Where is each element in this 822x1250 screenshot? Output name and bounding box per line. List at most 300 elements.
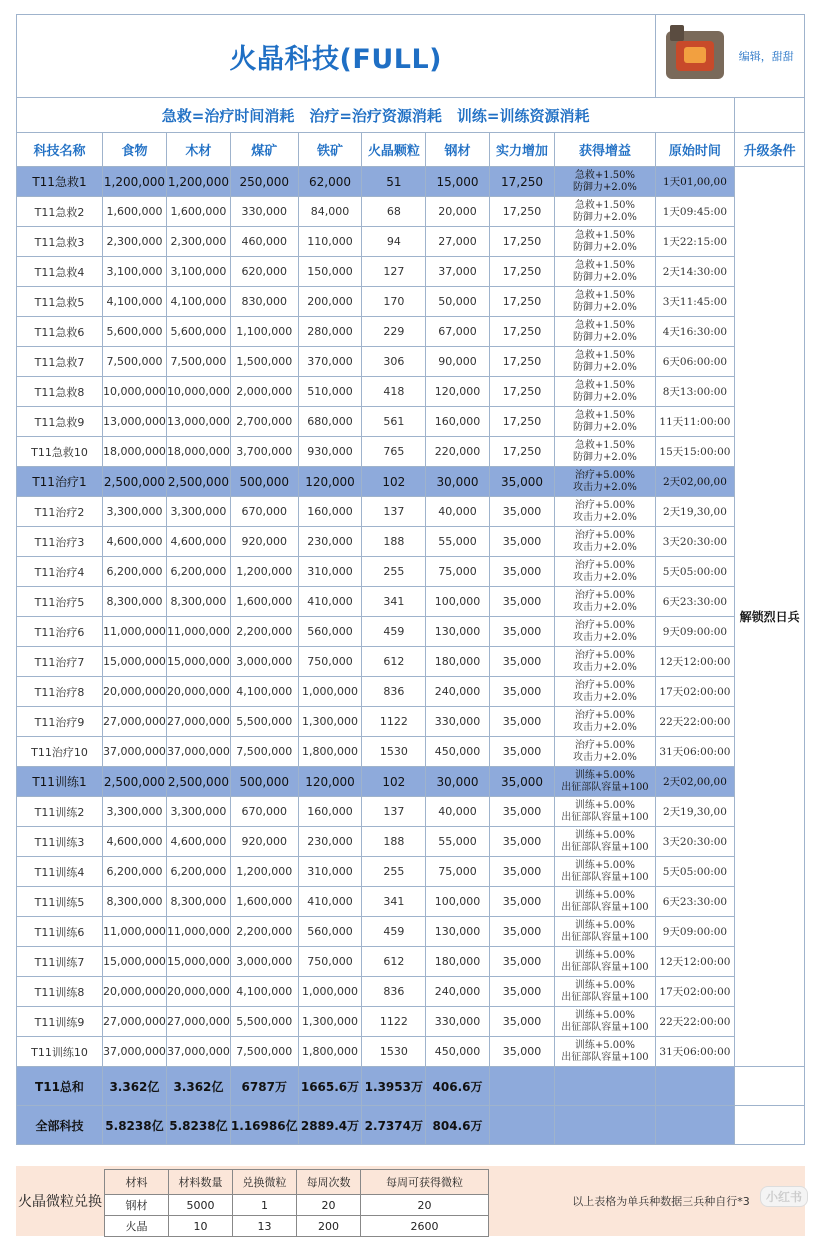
exchange-panel — [16, 1166, 805, 1236]
cell-crystal: 306 — [362, 347, 426, 377]
bonus-line-2: 出征部队容量+100 — [561, 781, 649, 793]
cell-name: T11训练6 — [17, 917, 103, 947]
cell-coal: 2,700,000 — [230, 407, 298, 437]
cell-coal: 2,200,000 — [230, 617, 298, 647]
cell-power: 35,000 — [489, 617, 555, 647]
cell-iron: 750,000 — [298, 647, 362, 677]
bonus-line-2: 出征部队容量+100 — [561, 991, 649, 1003]
cell-steel: 330,000 — [426, 1007, 490, 1037]
bonus-line-1: 治疗+5.00% — [574, 679, 636, 691]
cell-crystal: 1122 — [362, 707, 426, 737]
cell-food: 20,000,000 — [102, 977, 166, 1007]
table-row — [17, 377, 805, 407]
cell-steel: 55,000 — [426, 827, 490, 857]
table-row — [17, 167, 805, 197]
table-row — [17, 977, 805, 1007]
total-empty — [655, 1106, 735, 1145]
cell-time: 2天19,30,00 — [655, 497, 735, 527]
cell-coal: 7,500,000 — [230, 1037, 298, 1067]
column-header: 实力增加 — [489, 133, 555, 167]
cell-food: 4,600,000 — [102, 827, 166, 857]
cell-name: T11治疗2 — [17, 497, 103, 527]
bonus-line-2: 攻击力+2.0% — [573, 691, 637, 703]
cell-crystal: 836 — [362, 677, 426, 707]
bonus-line-2: 出征部队容量+100 — [561, 1051, 649, 1063]
exchange-header: 兑换微粒 — [233, 1170, 297, 1195]
cell-name: T11治疗9 — [17, 707, 103, 737]
tech-table — [16, 14, 805, 1145]
cell-iron: 1,800,000 — [298, 1037, 362, 1067]
bonus-line-2: 出征部队容量+100 — [561, 931, 649, 943]
cell-bonus — [555, 707, 655, 737]
cell-iron: 310,000 — [298, 557, 362, 587]
column-header: 升级条件 — [735, 133, 805, 167]
table-row — [17, 947, 805, 977]
cell-crystal: 170 — [362, 287, 426, 317]
total-crystal: 1.3953万 — [362, 1067, 426, 1106]
bonus-line-1: 治疗+5.00% — [574, 589, 636, 601]
cell-coal: 460,000 — [230, 227, 298, 257]
cell-power: 35,000 — [489, 977, 555, 1007]
cell-wood: 8,300,000 — [166, 887, 230, 917]
bonus-line-1: 治疗+5.00% — [574, 469, 636, 481]
cell-power: 35,000 — [489, 527, 555, 557]
cell-bonus — [555, 317, 655, 347]
bonus-line-2: 攻击力+2.0% — [573, 631, 637, 643]
cell-iron: 1,000,000 — [298, 677, 362, 707]
cell-time: 15天15:00:00 — [655, 437, 735, 467]
cell-coal: 4,100,000 — [230, 677, 298, 707]
table-row — [17, 347, 805, 377]
cell-steel: 40,000 — [426, 797, 490, 827]
cell-food: 3,300,000 — [102, 497, 166, 527]
total-wood: 3.362亿 — [166, 1067, 230, 1106]
bonus-line-1: 训练+5.00% — [574, 979, 636, 991]
cell-coal: 2,200,000 — [230, 917, 298, 947]
cell-time: 2天02,00,00 — [655, 467, 735, 497]
cell-bonus — [555, 1037, 655, 1067]
cell-crystal: 1122 — [362, 1007, 426, 1037]
cell-iron: 560,000 — [298, 617, 362, 647]
table-row — [17, 317, 805, 347]
cell-time: 9天09:00:00 — [655, 617, 735, 647]
table-row — [17, 287, 805, 317]
cell-time: 3天20:30:00 — [655, 527, 735, 557]
cell-power: 35,000 — [489, 797, 555, 827]
cell-crystal: 341 — [362, 587, 426, 617]
cell-name: T11训练4 — [17, 857, 103, 887]
cell-bonus — [555, 677, 655, 707]
cell-bonus — [555, 287, 655, 317]
header-row — [17, 133, 805, 167]
bonus-line-1: 急救+1.50% — [574, 289, 636, 301]
bonus-line-2: 防御力+2.0% — [573, 421, 637, 433]
cell-steel: 67,000 — [426, 317, 490, 347]
bonus-line-2: 防御力+2.0% — [573, 301, 637, 313]
cell-food: 11,000,000 — [102, 617, 166, 647]
column-header: 木材 — [166, 133, 230, 167]
cell-steel: 180,000 — [426, 647, 490, 677]
cell-power: 35,000 — [489, 887, 555, 917]
cell-name: T11治疗10 — [17, 737, 103, 767]
exchange-cell: 20 — [361, 1195, 489, 1216]
cell-name: T11急救5 — [17, 287, 103, 317]
cell-food: 10,000,000 — [102, 377, 166, 407]
cell-wood: 7,500,000 — [166, 347, 230, 377]
cell-power: 35,000 — [489, 497, 555, 527]
total-iron: 1665.6万 — [298, 1067, 362, 1106]
cell-time: 11天11:00:00 — [655, 407, 735, 437]
cell-crystal: 459 — [362, 917, 426, 947]
bonus-line-2: 攻击力+2.0% — [573, 601, 637, 613]
cell-wood: 3,100,000 — [166, 257, 230, 287]
cell-crystal: 459 — [362, 617, 426, 647]
cell-iron: 410,000 — [298, 887, 362, 917]
subtitle: 急救=治疗时间消耗 治疗=治疗资源消耗 训练=训练资源消耗 — [17, 98, 735, 133]
cell-name: T11治疗7 — [17, 647, 103, 677]
cell-crystal: 765 — [362, 437, 426, 467]
cell-time: 8天13:00:00 — [655, 377, 735, 407]
total-empty — [489, 1106, 555, 1145]
cell-iron: 410,000 — [298, 587, 362, 617]
cell-steel: 240,000 — [426, 677, 490, 707]
cell-food: 13,000,000 — [102, 407, 166, 437]
bonus-line-2: 出征部队容量+100 — [561, 1021, 649, 1033]
cell-bonus — [555, 827, 655, 857]
cell-name: T11训练9 — [17, 1007, 103, 1037]
cell-name: T11训练8 — [17, 977, 103, 1007]
cell-wood: 8,300,000 — [166, 587, 230, 617]
cell-coal: 670,000 — [230, 797, 298, 827]
cell-power: 17,250 — [489, 257, 555, 287]
table-row — [17, 737, 805, 767]
bonus-line-1: 急救+1.50% — [574, 229, 636, 241]
bonus-line-2: 攻击力+2.0% — [573, 481, 637, 493]
cell-steel: 120,000 — [426, 377, 490, 407]
cell-name: T11急救3 — [17, 227, 103, 257]
table-row — [17, 917, 805, 947]
column-header: 火晶颗粒 — [362, 133, 426, 167]
cell-wood: 1,600,000 — [166, 197, 230, 227]
cell-steel: 75,000 — [426, 857, 490, 887]
table-row — [17, 407, 805, 437]
exchange-cell: 5000 — [169, 1195, 233, 1216]
cell-name: T11急救8 — [17, 377, 103, 407]
cell-steel: 450,000 — [426, 1037, 490, 1067]
cell-steel: 90,000 — [426, 347, 490, 377]
cell-power: 17,250 — [489, 347, 555, 377]
cell-time: 6天23:30:00 — [655, 887, 735, 917]
cell-name: T11训练1 — [17, 767, 103, 797]
cell-bonus — [555, 167, 655, 197]
cell-crystal: 68 — [362, 197, 426, 227]
exchange-label: 火晶微粒兑换 — [18, 1194, 102, 1210]
cell-bonus — [555, 977, 655, 1007]
cell-power: 17,250 — [489, 287, 555, 317]
bonus-line-1: 急救+1.50% — [574, 409, 636, 421]
cell-bonus — [555, 887, 655, 917]
bonus-line-1: 治疗+5.00% — [574, 529, 636, 541]
cell-crystal: 561 — [362, 407, 426, 437]
cell-time: 3天20:30:00 — [655, 827, 735, 857]
cell-iron: 560,000 — [298, 917, 362, 947]
cell-iron: 510,000 — [298, 377, 362, 407]
cell-food: 8,300,000 — [102, 887, 166, 917]
cell-wood: 1,200,000 — [166, 167, 230, 197]
cell-crystal: 418 — [362, 377, 426, 407]
cell-steel: 240,000 — [426, 977, 490, 1007]
exchange-table — [104, 1169, 489, 1237]
cell-coal: 3,000,000 — [230, 647, 298, 677]
exchange-cell: 13 — [233, 1216, 297, 1237]
unlock-condition: 解锁烈日兵 — [735, 167, 805, 1067]
cell-name: T11急救4 — [17, 257, 103, 287]
cell-food: 2,500,000 — [102, 767, 166, 797]
cell-name: T11治疗6 — [17, 617, 103, 647]
cell-wood: 5,600,000 — [166, 317, 230, 347]
table-row — [17, 1037, 805, 1067]
cell-name: T11训练10 — [17, 1037, 103, 1067]
cell-wood: 2,500,000 — [166, 767, 230, 797]
bonus-line-1: 治疗+5.00% — [574, 559, 636, 571]
cell-crystal: 341 — [362, 887, 426, 917]
cell-bonus — [555, 617, 655, 647]
cell-name: T11训练3 — [17, 827, 103, 857]
cell-food: 6,200,000 — [102, 857, 166, 887]
table-row — [17, 527, 805, 557]
table-row — [17, 1007, 805, 1037]
bonus-line-1: 训练+5.00% — [574, 859, 636, 871]
totals-row — [17, 1067, 805, 1106]
cell-crystal: 612 — [362, 947, 426, 977]
total-name: 全部科技 — [17, 1106, 103, 1145]
cell-power: 35,000 — [489, 857, 555, 887]
cell-crystal: 127 — [362, 257, 426, 287]
cell-power: 35,000 — [489, 677, 555, 707]
cell-food: 27,000,000 — [102, 1007, 166, 1037]
cell-food: 37,000,000 — [102, 737, 166, 767]
total-steel: 804.6万 — [426, 1106, 490, 1145]
cell-crystal: 255 — [362, 857, 426, 887]
building-image — [660, 23, 730, 89]
cell-bonus — [555, 797, 655, 827]
bonus-line-2: 出征部队容量+100 — [561, 871, 649, 883]
cell-food: 5,600,000 — [102, 317, 166, 347]
cell-name: T11急救7 — [17, 347, 103, 377]
cell-coal: 830,000 — [230, 287, 298, 317]
cell-iron: 310,000 — [298, 857, 362, 887]
cell-bonus — [555, 857, 655, 887]
cell-iron: 930,000 — [298, 437, 362, 467]
cell-bonus — [555, 947, 655, 977]
cell-bonus — [555, 587, 655, 617]
table-row — [17, 587, 805, 617]
cell-coal: 2,000,000 — [230, 377, 298, 407]
bonus-line-1: 急救+1.50% — [574, 349, 636, 361]
cell-bonus — [555, 767, 655, 797]
bonus-line-2: 攻击力+2.0% — [573, 541, 637, 553]
column-header: 铁矿 — [298, 133, 362, 167]
cell-steel: 55,000 — [426, 527, 490, 557]
cell-iron: 1,300,000 — [298, 707, 362, 737]
cell-steel: 130,000 — [426, 917, 490, 947]
cell-wood: 4,100,000 — [166, 287, 230, 317]
cell-iron: 110,000 — [298, 227, 362, 257]
cell-food: 1,600,000 — [102, 197, 166, 227]
bonus-line-2: 防御力+2.0% — [573, 361, 637, 373]
cell-bonus — [555, 347, 655, 377]
table-row — [17, 197, 805, 227]
cell-wood: 18,000,000 — [166, 437, 230, 467]
cell-food: 6,200,000 — [102, 557, 166, 587]
cell-bonus — [555, 197, 655, 227]
cell-wood: 4,600,000 — [166, 827, 230, 857]
exchange-header: 每周可获得微粒 — [361, 1170, 489, 1195]
cell-wood: 4,600,000 — [166, 527, 230, 557]
cell-crystal: 1530 — [362, 1037, 426, 1067]
cell-time: 31天06:00:00 — [655, 737, 735, 767]
cell-name: T11急救1 — [17, 167, 103, 197]
exchange-cell: 1 — [233, 1195, 297, 1216]
total-iron: 2889.4万 — [298, 1106, 362, 1145]
table-row — [17, 857, 805, 887]
bonus-line-2: 攻击力+2.0% — [573, 751, 637, 763]
cell-wood: 20,000,000 — [166, 977, 230, 1007]
exchange-header: 材料数量 — [169, 1170, 233, 1195]
cell-wood: 11,000,000 — [166, 917, 230, 947]
total-coal: 6787万 — [230, 1067, 298, 1106]
bonus-line-1: 训练+5.00% — [574, 1039, 636, 1051]
cell-steel: 220,000 — [426, 437, 490, 467]
exchange-cell: 2600 — [361, 1216, 489, 1237]
cell-bonus — [555, 467, 655, 497]
cell-coal: 1,200,000 — [230, 557, 298, 587]
cell-iron: 1,000,000 — [298, 977, 362, 1007]
cell-bonus — [555, 647, 655, 677]
table-row — [17, 827, 805, 857]
bonus-line-2: 出征部队容量+100 — [561, 811, 649, 823]
bonus-line-1: 治疗+5.00% — [574, 649, 636, 661]
cell-crystal: 102 — [362, 767, 426, 797]
game-thumbnail — [655, 15, 735, 98]
cell-name: T11治疗3 — [17, 527, 103, 557]
total-name: T11总和 — [17, 1067, 103, 1106]
cell-iron: 84,000 — [298, 197, 362, 227]
cell-bonus — [555, 407, 655, 437]
bonus-line-1: 训练+5.00% — [574, 829, 636, 841]
table-row — [17, 437, 805, 467]
title-row — [17, 15, 805, 98]
total-food: 5.8238亿 — [102, 1106, 166, 1145]
cell-power: 35,000 — [489, 707, 555, 737]
cell-time: 4天16:30:00 — [655, 317, 735, 347]
cell-steel: 27,000 — [426, 227, 490, 257]
total-empty — [655, 1067, 735, 1106]
bonus-line-1: 急救+1.50% — [574, 169, 636, 181]
cell-steel: 180,000 — [426, 947, 490, 977]
cell-steel: 15,000 — [426, 167, 490, 197]
cell-steel: 100,000 — [426, 887, 490, 917]
cell-steel: 100,000 — [426, 587, 490, 617]
cell-crystal: 94 — [362, 227, 426, 257]
bonus-line-1: 训练+5.00% — [574, 889, 636, 901]
total-crystal: 2.7374万 — [362, 1106, 426, 1145]
cell-crystal: 255 — [362, 557, 426, 587]
exchange-cell: 钢材 — [105, 1195, 169, 1216]
cell-name: T11急救2 — [17, 197, 103, 227]
cell-steel: 30,000 — [426, 467, 490, 497]
table-row — [17, 767, 805, 797]
cell-name: T11训练5 — [17, 887, 103, 917]
cell-time: 3天11:45:00 — [655, 287, 735, 317]
column-header: 获得增益 — [555, 133, 655, 167]
cell-bonus — [555, 557, 655, 587]
cell-power: 17,250 — [489, 167, 555, 197]
cell-time: 9天09:00:00 — [655, 917, 735, 947]
cell-power: 35,000 — [489, 1007, 555, 1037]
cell-coal: 5,500,000 — [230, 707, 298, 737]
bonus-line-2: 防御力+2.0% — [573, 241, 637, 253]
cell-coal: 250,000 — [230, 167, 298, 197]
column-header: 钢材 — [426, 133, 490, 167]
cell-power: 17,250 — [489, 377, 555, 407]
cell-crystal: 188 — [362, 827, 426, 857]
cell-iron: 120,000 — [298, 767, 362, 797]
cell-steel: 40,000 — [426, 497, 490, 527]
cell-time: 5天05:00:00 — [655, 557, 735, 587]
cell-wood: 37,000,000 — [166, 737, 230, 767]
bonus-line-2: 防御力+2.0% — [573, 181, 637, 193]
tech-table-frame — [16, 14, 805, 1145]
bonus-line-2: 出征部队容量+100 — [561, 901, 649, 913]
subtitle-row — [17, 98, 805, 133]
cell-wood: 10,000,000 — [166, 377, 230, 407]
bonus-line-1: 训练+5.00% — [574, 949, 636, 961]
cell-name: T11治疗5 — [17, 587, 103, 617]
cell-iron: 200,000 — [298, 287, 362, 317]
cell-food: 11,000,000 — [102, 917, 166, 947]
cell-bonus — [555, 497, 655, 527]
cell-coal: 3,000,000 — [230, 947, 298, 977]
cell-bonus — [555, 377, 655, 407]
bonus-line-2: 防御力+2.0% — [573, 451, 637, 463]
cell-time: 6天23:30:00 — [655, 587, 735, 617]
cell-coal: 500,000 — [230, 467, 298, 497]
cell-wood: 37,000,000 — [166, 1037, 230, 1067]
total-empty — [735, 1067, 805, 1106]
cell-bonus — [555, 437, 655, 467]
bonus-line-2: 攻击力+2.0% — [573, 571, 637, 583]
cell-iron: 680,000 — [298, 407, 362, 437]
bonus-line-1: 训练+5.00% — [574, 769, 636, 781]
table-row — [17, 887, 805, 917]
cell-power: 35,000 — [489, 1037, 555, 1067]
bonus-line-1: 治疗+5.00% — [574, 739, 636, 751]
cell-name: T11训练7 — [17, 947, 103, 977]
cell-iron: 160,000 — [298, 797, 362, 827]
bonus-line-1: 治疗+5.00% — [574, 709, 636, 721]
cell-crystal: 137 — [362, 797, 426, 827]
totals-row — [17, 1106, 805, 1145]
cell-coal: 1,600,000 — [230, 887, 298, 917]
cell-name: T11急救9 — [17, 407, 103, 437]
cell-time: 1天09:45:00 — [655, 197, 735, 227]
cell-coal: 920,000 — [230, 827, 298, 857]
total-empty — [555, 1106, 655, 1145]
cell-time: 17天02:00:00 — [655, 677, 735, 707]
table-row — [17, 467, 805, 497]
bonus-line-1: 训练+5.00% — [574, 919, 636, 931]
